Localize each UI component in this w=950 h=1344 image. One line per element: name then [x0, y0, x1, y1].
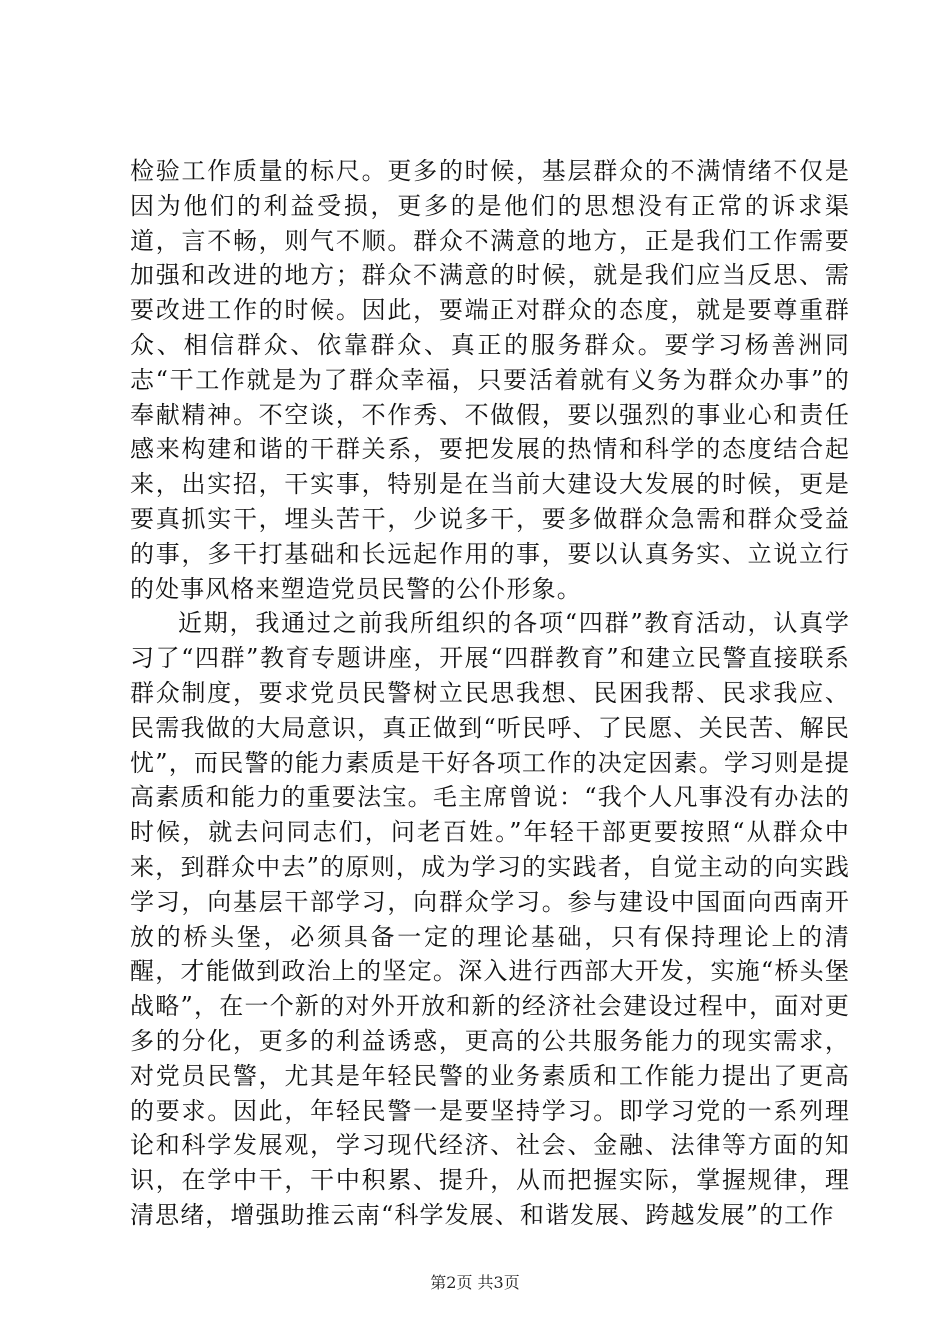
paragraph-1: 检验工作质量的标尺。更多的时候，基层群众的不满情绪不仅是因为他们的利益受损，更多的是他们的思想没有正常的诉求渠道，言不畅，则气不顺。群众不满意的地方，正是我们工作需要加强和改进的地方；群众不满意的时候，就是我们应当反思、需要改进工作的时候。因此，要端正对群众的态度，就是要尊重群众、相信群众、依靠群众、真正的服务群众。要学习杨善洲同志“干工作就是为了群众幸福，只要活着就有义务为群众办事”的奉献精神。不空谈，不作秀、不做假，要以强烈的事业心和责任感来构建和谐的干群关系，要把发展的热情和科学的态度结合起来，出实招，干实事，特别是在当前大建设大发展的时候，更是要真抓实干，埋头苦干，少说多干，要多做群众急需和群众受益的事，多干打基础和长远起作用的事，要以认真务实、立说立行的处事风格来塑造党员民警的公仆形象。 — [130, 157, 850, 603]
paragraph-2: 近期，我通过之前我所组织的各项“四群”教育活动，认真学习了“四群”教育专题讲座，开展“四群教育”和建立民警直接联系群众制度，要求党员民警树立民思我想、民困我帮、民求我应、民需我做的大局意识，真正做到“听民呼、了民愿、关民苦、解民忧”，而民警的能力素质是干好各项工作的决定因素。学习则是提高素质和能力的重要法宝。毛主席曾说：“我个人凡事没有办法的时候，就去问同志们，问老百姓。”年轻干部更要按照“从群众中来，到群众中去”的原则，成为学习的实践者，自觉主动的向实践学习，向基层干部学习，向群众学习。参与建设中国面向西南开放的桥头堡，必须具备一定的理论基础，只有保持理论上的清醒，才能做到政治上的坚定。深入进行西部大开发，实施“桥头堡战略”，在一个新的对外开放和新的经济社会建设过程中，面对更多的分化，更多的利益诱惑，更高的公共服务能力的现实需求，对党员民警，尤其是年轻民警的业务素质和工作能力提出了更高的要求。因此，年轻民警一是要坚持学习。即学习党的一系列理论和科学发展观，学习现代经济、社会、金融、法律等方面的知识，在学中干，干中积累、提升，从而把握实际，掌握规律，理清思绪，增强助推云南“科学发展、和谐发展、跨越发展”的工作 — [130, 609, 850, 1229]
page-footer: 第2页 共3页 — [430, 1273, 520, 1292]
document-body — [130, 154, 850, 1233]
